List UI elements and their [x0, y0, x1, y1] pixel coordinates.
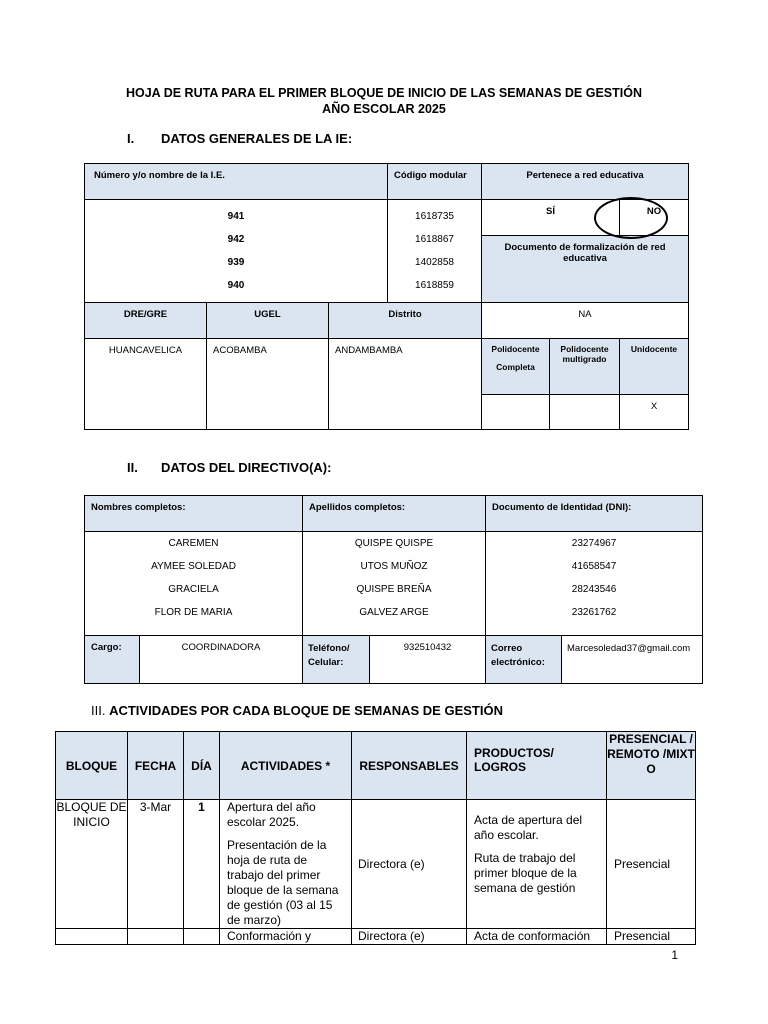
section3-heading	[91, 703, 503, 718]
nombre: AYMEE SOLEDAD	[151, 561, 236, 572]
header-doc-formalizacion: Documento de formalización de red educativa	[482, 236, 689, 303]
header-dni: Documento de Identidad (DNI):	[486, 496, 703, 532]
dni-cell	[486, 532, 703, 636]
header-correo: Correo electrónico:	[486, 636, 562, 684]
codigo-modular: 1618867	[415, 234, 454, 245]
apellidos-cell	[303, 532, 486, 636]
row2-producto: Acta de conformación	[467, 929, 607, 945]
header-nombres: Nombres completos:	[85, 496, 303, 532]
dni: 28243546	[571, 584, 617, 595]
row2-actividad: Conformación y	[220, 929, 352, 945]
row1-bloque: BLOQUE DE INICIO	[56, 800, 128, 929]
codes-cell	[388, 200, 482, 303]
polidocente-completa-value	[482, 395, 550, 430]
nombre: GRACIELA	[168, 584, 219, 595]
header-ugel: UGEL	[207, 303, 329, 339]
section1-number: I.	[127, 131, 135, 146]
dni: 23274967	[571, 538, 617, 549]
row2-bloque	[56, 929, 128, 945]
header-actividades: ACTIVIDADES *	[220, 732, 352, 800]
header-apellidos: Apellidos completos:	[303, 496, 486, 532]
dni: 41658547	[571, 561, 617, 572]
row1-responsable: Directora (e)	[352, 800, 467, 929]
codigo-modular: 1618859	[415, 280, 454, 291]
header-productos: PRODUCTOS/ LOGROS	[467, 732, 607, 800]
unidocente-value: X	[620, 395, 689, 430]
ie-name: 940	[227, 280, 245, 291]
ie-name: 942	[227, 234, 245, 245]
ie-names-cell	[85, 200, 388, 303]
section2-number: II.	[127, 460, 138, 475]
nombre: FLOR DE MARIA	[154, 607, 233, 618]
row1-fecha: 3-Mar	[128, 800, 184, 929]
no-selection-circle	[594, 197, 668, 239]
section3-number: III.	[91, 703, 106, 718]
ugel-value: ACOBAMBA	[207, 339, 329, 430]
row2-dia	[184, 929, 220, 945]
na-value: NA	[482, 303, 689, 339]
row1-productos	[467, 800, 607, 929]
header-responsables: RESPONSABLES	[352, 732, 467, 800]
header-bloque: BLOQUE	[56, 732, 128, 800]
header-telefono: Teléfono/ Celular:	[303, 636, 370, 684]
apellido: QUISPE BREÑA	[356, 584, 432, 595]
section1-title: DATOS GENERALES DE LA IE:	[161, 131, 353, 146]
page-number: 1	[671, 948, 678, 962]
document-title-line1: HOJA DE RUTA PARA EL PRIMER BLOQUE DE INICIO DE LAS SEMANAS DE GESTIÓN	[125, 86, 642, 100]
section2-heading	[127, 460, 331, 475]
header-red-educativa: Pertenece a red educativa	[482, 164, 689, 200]
header-distrito: Distrito	[329, 303, 482, 339]
row1-actividades	[220, 800, 352, 929]
dre-value: HUANCAVELICA	[85, 339, 207, 430]
nombres-cell	[85, 532, 303, 636]
codigo-modular: 1402858	[415, 257, 454, 268]
polidocente-multigrado-value	[550, 395, 620, 430]
row2-responsable: Directora (e)	[352, 929, 467, 945]
telefono-value: 932510432	[370, 636, 486, 684]
section3-title: ACTIVIDADES POR CADA BLOQUE DE SEMANAS DE GESTIÓN	[109, 703, 503, 718]
document-title-line2: AÑO ESCOLAR 2025	[322, 102, 446, 116]
row1-actividad-presentacion: Presentación de la hoja de ruta de trabajo del primer bloque de la semana de gestión (03 al 15 de marzo)	[227, 838, 339, 927]
ie-name: 941	[227, 211, 245, 222]
header-fecha: FECHA	[128, 732, 184, 800]
apellido: QUISPE QUISPE	[354, 538, 434, 549]
ie-data-table	[84, 163, 689, 430]
header-polidocente-multigrado: Polidocente multigrado	[550, 339, 620, 395]
header-modalidad: PRESENCIAL /REMOTO /MIXTO	[607, 732, 696, 800]
red-si: SÍ	[482, 200, 620, 236]
header-ie-name: Número y/o nombre de la I.E.	[85, 164, 388, 200]
header-polidocente-completa-line2: Completa	[496, 362, 535, 372]
apellido: GALVEZ ARGE	[359, 607, 429, 618]
section1-heading	[127, 131, 352, 146]
header-cargo: Cargo:	[85, 636, 140, 684]
row1-producto-acta: Acta de apertura del año escolar.	[474, 813, 583, 842]
header-unidocente: Unidocente	[620, 339, 689, 395]
activities-table	[55, 731, 696, 945]
header-dia: DÍA	[184, 732, 220, 800]
row1-modalidad: Presencial	[607, 800, 696, 929]
apellido: UTOS MUÑOZ	[360, 561, 428, 572]
dni: 23261762	[571, 607, 617, 618]
header-codigo-modular: Código modular	[388, 164, 482, 200]
header-polidocente-completa-line1: Polidocente	[491, 344, 540, 354]
cargo-value: COORDINADORA	[140, 636, 303, 684]
row1-actividad-apertura: Apertura del año escolar 2025.	[227, 800, 316, 829]
row2-fecha	[128, 929, 184, 945]
header-polidocente-completa	[482, 339, 550, 395]
nombre: CAREMEN	[168, 538, 219, 549]
codigo-modular: 1618735	[415, 211, 454, 222]
section2-title: DATOS DEL DIRECTIVO(A):	[161, 460, 332, 475]
distrito-value: ANDAMBAMBA	[329, 339, 482, 430]
header-dre: DRE/GRE	[85, 303, 207, 339]
correo-value: Marcesoledad37@gmail.com	[562, 636, 703, 684]
directivo-table	[84, 495, 703, 684]
red-no: NO	[620, 200, 689, 236]
ie-name: 939	[227, 257, 245, 268]
row1-producto-ruta: Ruta de trabajo del primer bloque de la semana de gestión	[474, 851, 577, 895]
row1-dia: 1	[184, 800, 220, 929]
row2-modalidad: Presencial	[607, 929, 696, 945]
